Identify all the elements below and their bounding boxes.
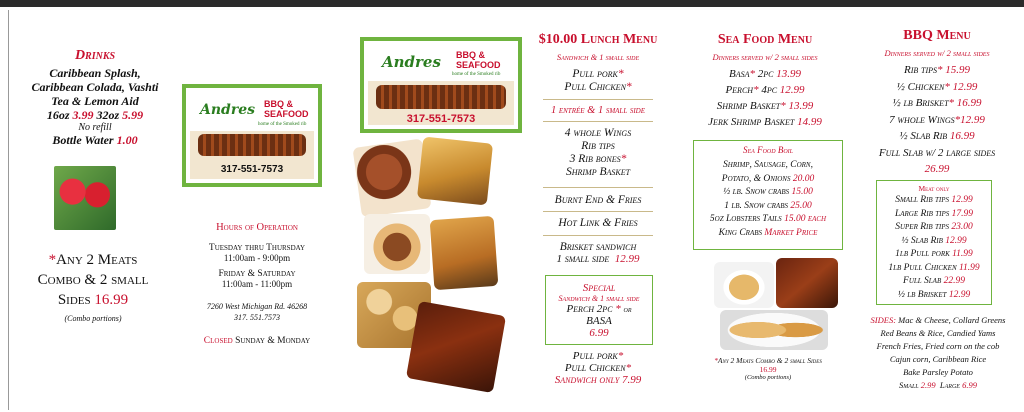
weekend-time: 11:00am - 11:00pm bbox=[221, 279, 293, 289]
entree-item: 3 Rib bones* bbox=[569, 153, 627, 165]
combo-section bbox=[18, 250, 168, 323]
meat-only-item: ½ lb Brisket 12.99 bbox=[897, 289, 971, 300]
fish-fries-photo bbox=[720, 310, 828, 350]
restaurant-logo bbox=[182, 84, 322, 187]
left-fold-line bbox=[8, 10, 9, 410]
sides-line: Bake Parsley Potato bbox=[903, 367, 973, 377]
bottom-item: Pull pork* bbox=[572, 350, 624, 362]
lunch-item: Pull Chicken* bbox=[564, 81, 632, 93]
logo-phone: 317-551-7573 bbox=[406, 113, 476, 125]
entree-item: Rib tips bbox=[581, 140, 615, 152]
seafood-item: Jerk Shrimp Basket 14.99 bbox=[708, 116, 822, 128]
entree-heading: 1 entrée & 1 small side bbox=[550, 105, 645, 116]
special-perch: Perch 2pc * or bbox=[566, 303, 632, 315]
drinks-section bbox=[20, 48, 170, 148]
special-subtitle: Sandwich & 1 small side bbox=[558, 294, 640, 303]
bbq-item: ½ Slab Rib 16.99 bbox=[899, 130, 975, 142]
logo-seafood: SEAFOOD bbox=[264, 109, 309, 119]
logo-bbq: BBQ & bbox=[456, 50, 485, 60]
bbq-menu-section bbox=[862, 28, 1012, 178]
ribs-graphic bbox=[198, 134, 306, 156]
combo-line: Any 2 Meats bbox=[56, 252, 138, 268]
logo-bbq: BBQ & bbox=[264, 99, 293, 109]
logo-tagline: home of the Smoked rib bbox=[258, 122, 307, 127]
bbq-item: 7 whole Wings*12.99 bbox=[889, 113, 985, 126]
hours-title: Hours of Operation bbox=[216, 222, 298, 233]
combo-star: * bbox=[48, 252, 57, 268]
meat-only-item: Small Rib tips 12.99 bbox=[895, 195, 973, 205]
bbq-item: ½ lb Brisket* 16.99 bbox=[892, 97, 982, 109]
meat-only-item: Super Rib tips 23.00 bbox=[895, 222, 973, 232]
lunch-bottom bbox=[530, 350, 666, 387]
special-title: Special bbox=[582, 282, 616, 294]
entree-item: Shrimp Basket bbox=[565, 166, 631, 178]
combo-line: Combo & 2 small bbox=[37, 272, 149, 288]
drinks-line: Tea & Lemon Aid bbox=[51, 94, 139, 108]
combo-note-sub: (Combo portions) bbox=[744, 374, 792, 381]
seafood-boil bbox=[693, 145, 843, 240]
drinks-line: Caribbean Colada, Vashti bbox=[31, 80, 159, 94]
address: 7260 West Michigan Rd. 46268 bbox=[206, 302, 308, 311]
sides-line: Cajun corn, Caribbean Rice bbox=[889, 354, 987, 364]
bbq-title: BBQ Menu bbox=[903, 28, 971, 43]
boil-item: ½ lb. Snow crabs 15.00 bbox=[723, 187, 813, 197]
hot-link-fries: Hot Link & Fries bbox=[558, 217, 638, 229]
combo-note: (Combo portions) bbox=[64, 314, 122, 323]
sides-line: French Fries, Fried corn on the cob bbox=[876, 341, 1000, 351]
seafood-item: Basa* 2pc 13.99 bbox=[729, 68, 801, 80]
bottle-water: Bottle Water 1.00 bbox=[52, 133, 138, 147]
restaurant-logo-large bbox=[360, 37, 522, 133]
seafood-subtitle: Dinners served w/ 2 small sides bbox=[712, 52, 818, 62]
logo-phone: 317-551-7573 bbox=[220, 164, 284, 175]
seafood-item: Shrimp Basket* 13.99 bbox=[716, 100, 814, 112]
meat-only-item: ½ Slab Rib 12.99 bbox=[901, 235, 967, 246]
special-price: 6.99 bbox=[589, 327, 609, 339]
logo-tagline: home of the Smoked rib bbox=[452, 72, 501, 77]
drinks-line: Caribbean Splash, bbox=[49, 66, 141, 80]
ribs-graphic bbox=[376, 85, 506, 109]
full-slab-price: 26.99 bbox=[924, 163, 950, 175]
sides-prices: Small 2.99 Large 6.99 bbox=[899, 380, 977, 390]
sandwich-only: Sandwich only 7.99 bbox=[554, 374, 642, 386]
ribs-plate-photo bbox=[406, 301, 506, 393]
logo-name: Andres bbox=[200, 102, 255, 118]
seafood-item: Perch* 4pc 12.99 bbox=[725, 84, 805, 96]
lunch-special bbox=[545, 282, 653, 339]
sides-section bbox=[852, 314, 1024, 392]
ribs-photo-small bbox=[776, 258, 838, 308]
boil-item: 1 lb. Snow crabs 25.00 bbox=[724, 200, 812, 211]
bbq-subtitle: Dinners served w/ 2 small sides bbox=[884, 48, 990, 58]
meat-only-item: 1lb Pull pork 11.99 bbox=[895, 249, 973, 259]
bottom-item: Pull Chicken* bbox=[564, 362, 632, 374]
seafood-combo-note bbox=[693, 356, 843, 381]
meat-only-title: Meat only bbox=[918, 184, 950, 193]
lunch-item: Pull pork* bbox=[572, 68, 624, 80]
combo-note-text: *Any 2 Meats Combo & 2 small Sides bbox=[714, 356, 822, 365]
brisket-sandwich: Brisket sandwich bbox=[559, 241, 637, 253]
special-basa: BASA bbox=[586, 315, 612, 327]
sides-line: SIDES: Mac & Cheese, Collard Greens bbox=[870, 315, 1006, 325]
boil-line: Shrimp, Sausage, Corn, bbox=[723, 160, 813, 170]
drinks-title: Drinks bbox=[74, 48, 116, 63]
wings-photo bbox=[430, 216, 499, 290]
entree-item: 4 whole Wings bbox=[564, 127, 632, 139]
combo-note-price: 16.99 bbox=[759, 365, 777, 374]
boil-line: Potato, & Onions 20.00 bbox=[721, 173, 815, 184]
weekday-days: Tuesday thru Thursday bbox=[208, 243, 306, 253]
meat-only-section bbox=[876, 184, 992, 302]
sides-line: Red Beans & Rice, Candied Yams bbox=[880, 328, 996, 338]
top-border bbox=[0, 0, 1024, 7]
lunch-title: $10.00 Lunch Menu bbox=[538, 32, 658, 47]
drinks-sizes: 16oz 3.99 32oz 5.99 bbox=[46, 108, 144, 122]
weekend-days: Friday & Saturday bbox=[218, 269, 296, 279]
boil-item: 5oz Lobsters Tails 15.00 each bbox=[709, 214, 827, 224]
hours-section bbox=[182, 222, 332, 346]
bbq-item: ½ Chicken* 12.99 bbox=[896, 80, 978, 93]
combo-price-line: Sides 16.99 bbox=[57, 292, 129, 308]
bbq-item: Rib tips* 15.99 bbox=[903, 64, 971, 76]
weekday-time: 11:00am - 9:00pm bbox=[223, 253, 291, 263]
meat-only-item: 1lb Pull Chicken 11.99 bbox=[888, 262, 980, 273]
logo-name: Andres bbox=[382, 53, 441, 71]
brisket-side: 1 small side 12.99 bbox=[556, 253, 640, 265]
logo-seafood: SEAFOOD bbox=[456, 60, 501, 70]
fish-plate-photo bbox=[714, 262, 774, 308]
burnt-end-fries: Burnt End & Fries bbox=[554, 194, 642, 206]
king-crabs: King Crabs Market Price bbox=[718, 227, 818, 238]
hours-phone: 317. 551.7573 bbox=[234, 313, 280, 322]
lunch-menu-section bbox=[530, 32, 666, 265]
boil-title: Sea Food Boil bbox=[743, 145, 793, 155]
seafood-title: Sea Food Menu bbox=[717, 32, 813, 47]
seafood-menu-section bbox=[690, 32, 840, 130]
full-slab: Full Slab w/ 2 large sides bbox=[878, 146, 996, 159]
pulled-pork-sandwich-photo bbox=[364, 214, 430, 274]
closed-days: Closed Sunday & Monday bbox=[203, 336, 311, 346]
lunch-subtitle: Sandwich & 1 small side bbox=[556, 52, 640, 62]
meat-only-item: Large Rib tips 17.99 bbox=[894, 208, 974, 219]
fried-fish-photo bbox=[417, 137, 493, 206]
drinks-photo bbox=[54, 166, 116, 230]
meat-only-item: Full Slab 22.99 bbox=[903, 276, 965, 286]
no-refill-note: No refill bbox=[78, 122, 112, 133]
